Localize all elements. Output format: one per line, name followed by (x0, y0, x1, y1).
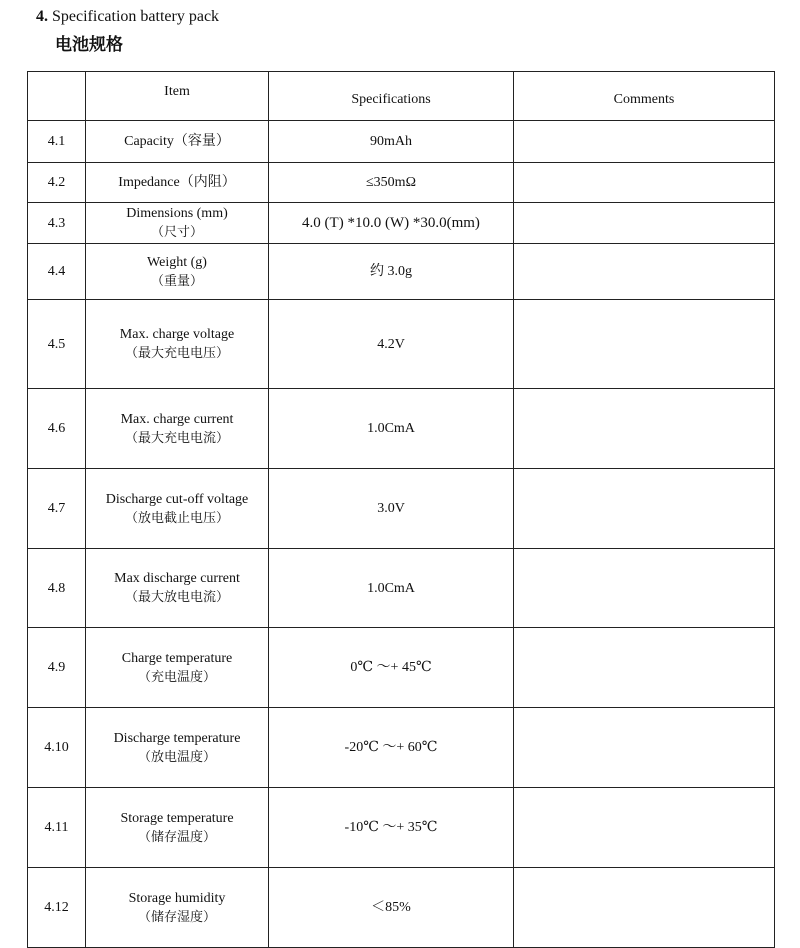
row-spec (269, 628, 514, 708)
row-comment (514, 121, 775, 163)
spec-value: 0℃ ～+ 45℃ (350, 660, 432, 675)
row-spec (269, 788, 514, 868)
header-number (28, 72, 86, 121)
row-number: 4.11 (28, 788, 86, 868)
row-spec (269, 203, 514, 244)
table-row (28, 469, 775, 549)
row-spec (269, 163, 514, 203)
item-label-cn: （最大放电电流） (124, 590, 229, 605)
table-row (28, 203, 775, 244)
row-item (86, 163, 269, 203)
item-label-en: Charge temperature (121, 650, 233, 666)
item-label-cn: （最大充电电压） (124, 346, 229, 361)
row-comment (514, 628, 775, 708)
row-spec (269, 244, 514, 300)
item-label-cn: （储存温度） (137, 829, 216, 845)
row-spec (269, 868, 514, 948)
table-row (28, 389, 775, 469)
row-spec (269, 121, 514, 163)
item-label-en: Storage temperature (120, 810, 234, 826)
spec-value: -10℃ ～+ 35℃ (344, 820, 438, 835)
spec-value: 4.0 (T) *10.0 (W) *30.0(mm) (302, 214, 480, 231)
item-label-en: Max. charge voltage (119, 327, 235, 342)
section-number: 4. (36, 8, 48, 25)
row-item (86, 300, 269, 389)
item-label-cn: （最大充电电流） (124, 430, 229, 446)
table-header-row (28, 72, 775, 121)
item-label-en: Dimensions (mm) (126, 206, 228, 221)
spec-value: 1.0CmA (367, 421, 415, 436)
item-label-en: Capacity（容量） (124, 134, 230, 149)
spec-table (27, 71, 775, 948)
row-comment (514, 203, 775, 244)
table-row (28, 300, 775, 389)
spec-value: ＜85% (371, 900, 411, 915)
row-number: 4.7 (28, 469, 86, 549)
row-number: 4.5 (28, 300, 86, 389)
header-specifications: Specifications (269, 72, 514, 121)
row-number: 4.2 (28, 163, 86, 203)
spec-value: 约 3.0g (370, 264, 412, 279)
item-label-en: Max. charge current (120, 411, 234, 427)
row-spec (269, 469, 514, 549)
header-item: Item (86, 72, 269, 121)
row-number: 4.12 (28, 868, 86, 948)
row-comment (514, 244, 775, 300)
row-comment (514, 389, 775, 469)
section-title: Specification battery pack (52, 8, 220, 25)
row-number: 4.4 (28, 244, 86, 300)
spec-value: ≤350mΩ (366, 175, 416, 190)
item-label-cn: （储存湿度） (137, 909, 216, 925)
item-label-en: Storage humidity (128, 890, 226, 906)
table-row (28, 549, 775, 628)
item-label-en: Weight (g) (147, 254, 207, 270)
row-comment (514, 469, 775, 549)
section-title-cn: 电池规格 (55, 35, 123, 55)
item-label-en: Discharge temperature (113, 730, 241, 746)
row-number: 4.3 (28, 203, 86, 244)
row-number: 4.6 (28, 389, 86, 469)
item-label-cn: （尺寸） (150, 225, 203, 240)
spec-value: 90mAh (370, 134, 412, 149)
spec-value: -20℃ ～+ 60℃ (344, 740, 438, 755)
row-spec (269, 708, 514, 788)
table-row (28, 868, 775, 948)
header-comments: Comments (514, 72, 775, 121)
table-row (28, 788, 775, 868)
table-row (28, 163, 775, 203)
row-spec (269, 300, 514, 389)
spec-value: 1.0CmA (367, 580, 415, 596)
spec-value: 3.0V (377, 501, 405, 516)
item-label-cn: （放电截止电压） (124, 510, 229, 526)
row-item (86, 389, 269, 469)
row-comment (514, 549, 775, 628)
row-item (86, 121, 269, 163)
table-row (28, 628, 775, 708)
row-item (86, 549, 269, 628)
item-label-en: Max discharge current (114, 571, 240, 586)
row-item (86, 868, 269, 948)
item-label-en: Discharge cut-off voltage (105, 491, 249, 507)
spec-value: 4.2V (377, 336, 405, 352)
row-number: 4.10 (28, 708, 86, 788)
item-label-cn: （充电温度） (137, 669, 216, 685)
row-number: 4.8 (28, 549, 86, 628)
row-spec (269, 549, 514, 628)
row-item (86, 203, 269, 244)
row-item (86, 788, 269, 868)
table-row (28, 708, 775, 788)
row-comment (514, 163, 775, 203)
row-comment (514, 788, 775, 868)
item-label-cn: （重量） (150, 273, 203, 289)
row-spec (269, 389, 514, 469)
row-number: 4.1 (28, 121, 86, 163)
row-comment (514, 708, 775, 788)
row-number: 4.9 (28, 628, 86, 708)
item-label-en: Impedance（内阻） (118, 175, 236, 190)
table-row (28, 121, 775, 163)
section-heading (36, 7, 219, 27)
row-comment (514, 868, 775, 948)
row-item (86, 244, 269, 300)
row-item (86, 708, 269, 788)
row-item (86, 628, 269, 708)
item-label-cn: （放电温度） (137, 749, 216, 765)
table-row (28, 244, 775, 300)
row-comment (514, 300, 775, 389)
row-item (86, 469, 269, 549)
